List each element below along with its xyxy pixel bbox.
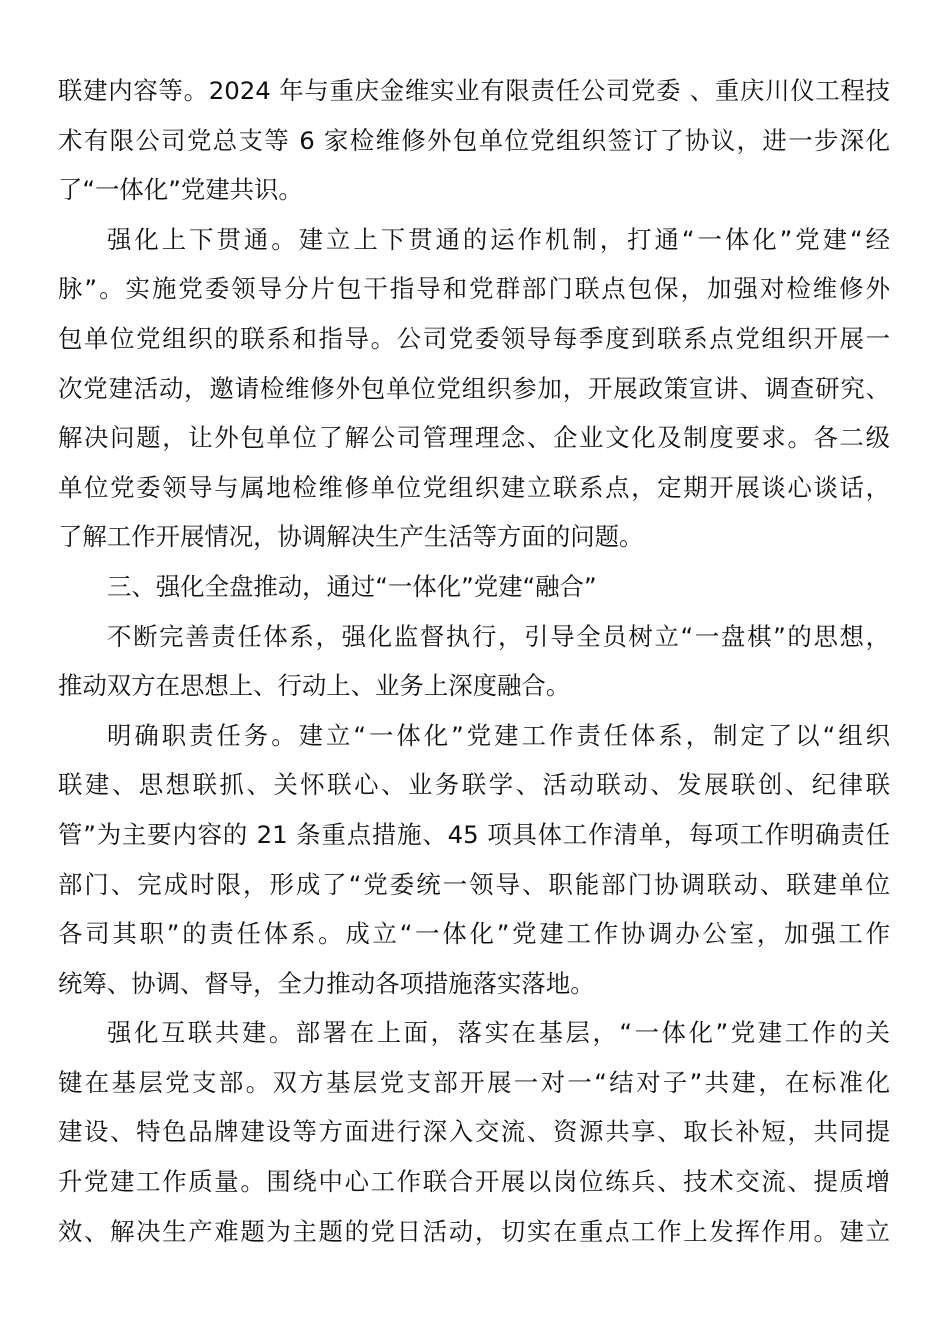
paragraph-first-line: 不断完善责任体系，强化监督执行，引导全员树立“一盘棋”的思想， bbox=[107, 621, 890, 651]
text-line: 了解工作开展情况，协调解决生产生活等方面的问题。 bbox=[58, 522, 644, 552]
paragraph-first-line: 三、强化全盘推动，通过“一体化”党建“融合” bbox=[107, 571, 597, 601]
text-line: 管”为主要内容的 21 条重点措施、45 项具体工作清单，每项工作明确责任 bbox=[58, 819, 890, 849]
text-line: 单位党委领导与属地检维修单位党组织建立联系点，定期开展谈心谈话， bbox=[58, 472, 890, 502]
text-line: 效、解决生产难题为主题的党日活动，切实在重点工作上发挥作用。建立 bbox=[58, 1216, 890, 1246]
text-line: 联建内容等。2024 年与重庆金维实业有限责任公司党委 、重庆川仪工程技 bbox=[58, 76, 890, 105]
text-line: 各司其职”的责任体系。成立“一体化”党建工作协调办公室，加强工作 bbox=[58, 919, 890, 949]
text-line: 包单位党组织的联系和指导。公司党委领导每季度到联系点党组织开展一 bbox=[58, 323, 890, 353]
text-line: 统筹、协调、督导，全力推动各项措施落实落地。 bbox=[58, 968, 595, 998]
text-line: 部门、完成时限，形成了“党委统一领导、职能部门协调联动、联建单位 bbox=[58, 869, 890, 899]
paragraph-first-line: 强化上下贯通。建立上下贯通的运作机制，打通“一体化”党建“经 bbox=[107, 224, 890, 254]
text-line: 次党建活动，邀请检维修外包单位党组织参加，开展政策宣讲、调查研究、 bbox=[58, 373, 890, 403]
text-line: 了“一体化”党建共识。 bbox=[58, 175, 303, 205]
text-line: 推动双方在思想上、行动上、业务上深度融合。 bbox=[58, 671, 571, 701]
document-page bbox=[58, 66, 890, 1256]
text-line: 升党建工作质量。围绕中心工作联合开展以岗位练兵、技术交流、提质增 bbox=[58, 1167, 890, 1197]
text-line: 键在基层党支部。双方基层党支部开展一对一“结对子”共建，在标准化 bbox=[58, 1067, 890, 1097]
text-line: 解决问题，让外包单位了解公司管理理念、企业文化及制度要求。各二级 bbox=[58, 423, 890, 453]
text-line: 脉”。实施党委领导分片包干指导和党群部门联点包保，加强对检维修外 bbox=[58, 274, 890, 304]
paragraph-first-line: 明确职责任务。建立“一体化”党建工作责任体系，制定了以“组织 bbox=[107, 720, 890, 750]
text-line: 建设、特色品牌建设等方面进行深入交流、资源共享、取长补短，共同提 bbox=[58, 1117, 890, 1147]
paragraph-first-line: 强化互联共建。部署在上面，落实在基层，“一体化”党建工作的关 bbox=[107, 1018, 890, 1048]
text-line: 术有限公司党总支等 6 家检维修外包单位党组织签订了协议，进一步深化 bbox=[58, 125, 890, 155]
text-line: 联建、思想联抓、关怀联心、业务联学、活动联动、发展联创、纪律联 bbox=[58, 770, 890, 800]
